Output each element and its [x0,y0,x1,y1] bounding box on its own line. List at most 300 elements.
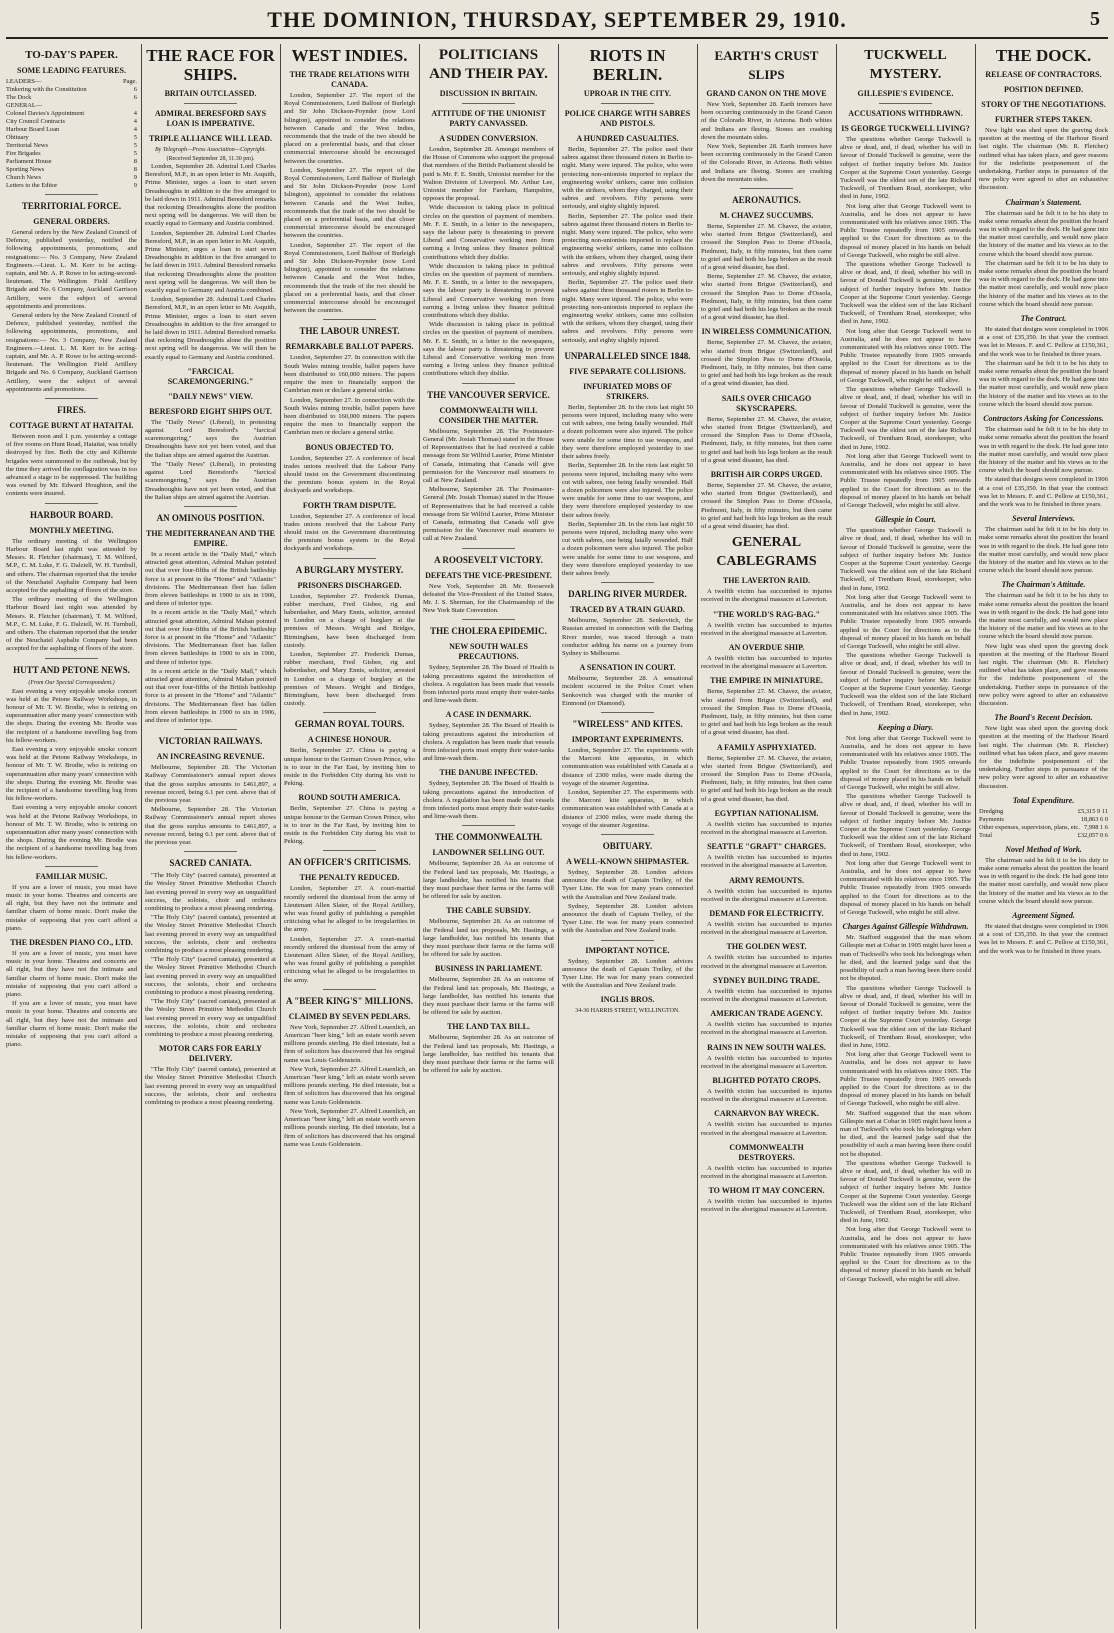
advertisement-heading: MOTOR CARS FOR EARLY DELIVERY. [159,1044,262,1064]
contents-item-page: Page. [122,78,137,85]
article-subheading: "DAILY NEWS" VIEW. [168,391,253,401]
article-body: The chairman said he felt it to be his duty to make some remarks about the position the board was in with regard to the dock. He had gone into the matter most carefully, and would now place the history of the matter and his views as to the course which the board should now pursue. [979,592,1108,641]
article-body: Melbourne, September 28. As an outcome of the Federal land tax proposals, Mr. Hastings, a large landholder, has notified his tenants that they must purchase their farms or the farms will be offered for sale by auction. [423,976,554,1017]
article-subheading: ACCUSATIONS WITHDRAWN. [848,109,963,118]
article-subheading: THE TRADE RELATIONS WITH CANADA. [289,70,410,89]
article-body: A twelfth victim has succumbed to injuries received in the aboriginal massacre at Laverton. [701,1198,832,1214]
article-body: Sydney, September 28. The Board of Health is taking precautions against the introduction of cholera. A regulation has been made that vessels from infected ports must empty their water-tanks and lime-wash them. [423,780,554,821]
article-subheading: BERESFORD EIGHT SHIPS OUT. [149,406,272,416]
contents-row [6,118,137,126]
contents-item-page: 4 [133,118,137,125]
article-subheading: GENERAL ORDERS. [33,217,110,226]
columns [6,44,1108,1629]
contents-item-page: 9 [133,182,137,189]
article-body: London, September 27. Frederick Dumas, rubber merchant, Fred Gisbee, rig and haberdasher, and Mary Ennis, solicitor, arrested in London on a charge of burglary at the premises of Messrs. Wright and Bridges, Birmingham, have been discharged from custody. [284,592,415,649]
article-body: Sydney, September 28. London advices announce the death of Captain Trelley, of the Tyser Line. He was for many years connected with the Australian and New Zealand trade. [562,957,693,990]
contents-item-page: 8 [133,166,137,173]
article-heading: A "BEER KING'S" MILLIONS. [285,995,414,1006]
article-body: A twelfth victim has succumbed to injuries received in the aboriginal massacre at Laverton. [701,887,832,903]
article-body: The chairman said he felt it to be his duty to make some remarks about the position the board was in with regard to the dock. He had gone into the matter most carefully, and would now place the history of the matter and his views as to the course which the board should now pursue. [979,426,1108,475]
article-body: East evening a very enjoyable smoke concert was held at the Petone Railway Workshops, in honour of Mr. T. W. Brodie, who is retiring on superannuation after many years' connection with the shops. During the evening Mr. Brodie was the recipient of a handsome travelling bag from his fellow-workers. [6,745,137,803]
article-body: New York, September 28. Earth tremors have been occurring continuously in the Grand Canon of the Colorado River, in Arizona. Both whites and Indians are fleeing. Stones are crashing down the mountain sides. [701,143,832,183]
article-subheading: AN INCREASING REVENUE. [156,752,265,762]
article-body: A twelfth victim has succumbed to injuries received in the aboriginal massacre at Laverton. [701,1121,832,1137]
contents-item-page: 9 [133,174,137,181]
contents-row [6,86,137,94]
article-heading: BONUS OBJECTED TO. [305,442,394,452]
column-rule [975,44,976,1629]
dateline: (From Our Special Correspondent.) [28,679,115,686]
article-body: A twelfth victim has succumbed to injuries received in the aboriginal massacre at Laverton. [701,954,832,970]
article-body: Wide discussion is taking place in political circles on the question of payment of members. Mr. F. E. Smith, in a letter to the newspapers, says the labour party is threatening to prevent Liberal and Conservative working men from earning a living unless they finance political contributions which they dislike. [423,262,554,320]
section-heading: Gillespie in Court. [875,515,936,525]
article-body: New York, September 27. Alfred Louenlich, an American "beer king," left an estate worth seven millions pounds sterling. He died intestate, but a firm of solicitors has discovered that his original name was Louis Goldenstein. [284,1065,415,1106]
article-heading: SEATTLE "GRAFT" CHARGES. [707,842,826,852]
article-heading: HUTT AND PETONE NEWS. [13,664,130,675]
article-subheading: IS GEORGE TUCKWELL LIVING? [841,124,970,133]
expenditure-item: Payments [979,815,1004,823]
article-heading: BLIGHTED POTATO CROPS. [712,1076,821,1086]
article-body: A twelfth victim has succumbed to injuries received in the aboriginal massacre at Laverton. [701,854,832,870]
article-body: A twelfth victim has succumbed to injuries received in the aboriginal massacre at Laverton. [701,1021,832,1037]
article-heading: COMMONWEALTH DESTROYERS. [729,1142,804,1162]
article-subheading: THE MEDITERRANEAN AND THE EMPIRE. [146,528,275,548]
section-heading: Keeping a Diary. [877,722,934,732]
article-body: London, September 28. Admiral Lord Charles Beresford, M.P., in an open letter to Mr. Asquith, Prime Minister, urges a loan to start seven Dreadnoughts in addition to the five arranged to be laid down in 1911. Admiral Beresford remarks that reckoning Dreadnoughts alone the position next spring will be dangerous. We will then be exactly equal to Germany and Austria combined. [145,296,276,361]
contents-row [6,158,137,166]
advertiser-name: THE DRESDEN PIANO CO., LTD. [10,938,133,948]
article-heading: SACRED CANIATA. [169,858,252,869]
column-rule [280,44,281,1629]
contents-row [6,110,137,118]
article-body: Sydney, September 28. The Board of Health is taking precautions against the introduction of cholera. A regulation has been made that vessels from infected ports must empty their water-tanks and lime-wash them. [423,722,554,763]
article-subheading: POSITION DEFINED. [1003,85,1084,94]
article-heading: "THE WORLD'S RAG-BAG." [712,609,821,619]
contents-item-label: Parliament House [6,158,52,165]
article-heading: TO WHOM IT MAY CONCERN. [708,1186,825,1196]
article-heading: FAMILIAR MUSIC. [35,871,108,881]
contents-row [6,150,137,158]
article-body: Berlin, September 27. China is paying a unique honour to the German Crown Prince, who is to tour in the Far East, by inviting him to reside in the Forbidden City during his visit to Peking. [284,805,415,846]
contents-row [6,182,137,190]
article-body: London, September 27. The report of the Royal Commissioners, Lord Balfour of Burleigh and Sir John Dickson-Poynder (now Lord Islington), appointed to consider the relations between Canada and the West Indies, recommends that the trade of the two should be placed on a preferential basis, and that closer commercial intercourse should be encouraged between the countries. [284,92,415,165]
page-number: 5 [1090,8,1100,30]
article-heading: BRITISH AIR CORPS URGED. [710,469,823,479]
article-subheading: MONTHLY MEETING. [29,525,114,535]
article-body: East evening a very enjoyable smoke concert was held at the Petone Railway Workshops, in honour of Mr. T. W. Brodie, who is retiring on superannuation after many years' connection with the shops. During the evening Mr. Brodie was the recipient of a handsome travelling bag from his fellow-workers. [6,687,137,744]
article-body: Berne, September 27. M. Chavez, the aviator, who started from Brigue (Switzerland), and crossed the Simplon Pass to Dome d'Ossola, Piedmont, Italy, in fifty minutes, but then came to grief and had both his legs broken as the result of a great wind disaster, has died. [701,415,832,464]
article-body: A twelfth victim has succumbed to injuries received in the aboriginal massacre at Laverton. [701,654,832,671]
article-body: Sydney, September 28. London advices announce the death of Captain Trelley, of the Tyser Line. He was for many years connected with the Australian and New Zealand trade. [562,902,693,935]
article-subheading: GRAND CANON ON THE MOVE [706,89,827,98]
contents-row [6,94,137,102]
article-body: London, September 27. A court-martial recently ordered the dismissal from the army of Lieutenant Allen Slater, of the Royal Artillery, who was found guilty of publishing a pamphlet criticising what he alleged to be irregularities in the army. [284,935,415,984]
article-heading: EGYPTIAN NATIONALISM. [714,808,819,818]
article-body: The questions whether George Tuckwell is alive or dead, and, if dead, whether his will in favour of Donald Tuckwell is genuine, were the subject of further inquiry before Mr. Justice Cooper at the Supreme Court yesterday. George Tuckwell was the eldest son of the late Richard Tuckwell, of Trentham Road, storekeeper, who died in June, 1902. [840,386,971,451]
article-heading: THE LAND TAX BILL. [447,1022,530,1032]
column-4 [423,44,554,1629]
dateline: By Telegraph—Press Association—Copyright. [155,147,266,153]
article-body: London, September 28. Amongst members of the House of Commons who support the proposal that members of the British Parliament should be paid is Mr. F. E. Smith, Unionist member for the Walton Division of Liverpool. Mr. Arthur Lee, Unionist member for Fareham, Hampshire, opposes the proposal. [423,146,554,203]
article-body: Not long after that George Tuckwell went to Australia, and he does not appear to have communicated with his relatives since 1905. The Public Trustee repeatedly from 1905 onwards applied to the Court for directions as to the disposal of money placed in his hands on behalf of George Tuckwell, who might be still alive. [840,327,971,384]
contents-row [6,102,137,110]
column-rule [141,44,142,1629]
article-body: New light was shed upon the graving dock question at the meeting of the Harbour Board last night. The chairman (Mr. R. Fletcher) outlined what has taken place, and gave reasons for the indefinite postponement of the undertaking. Further steps in pursuance of the new policy were agreed to after an exhaustive discussion. [979,127,1108,192]
article-heading: AERONAUTICS. [732,195,801,206]
article-body: The questions whether George Tuckwell is alive or dead, and, if dead, whether his will in favour of Donald Tuckwell is genuine, were the subject of further inquiry before Mr. Justice Cooper at the Supreme Court yesterday. George Tuckwell was the eldest son of the late Richard Tuckwell, of Trentham Road, storekeeper, who died in June, 1902. [840,527,971,592]
contents-item-page: 5 [133,142,137,149]
contents-item-page: 5 [133,134,137,141]
article-subheading: COTTAGE BURNT AT HATAITAI. [9,421,134,431]
column-3 [284,44,415,1629]
article-body: Berlin, September 27. The police used their sabres against three thousand rioters in Berlin to-night. Many were injured. The police, who were protecting non-unionists imported to replace the engineering works' strikers, came into collision with the strikers, whom they charged, using their sabres and revolvers. Fifty persons were seriously, and eighty slightly injured. [562,146,693,211]
article-body: Sydney, September 28. London advices announce the death of Captain Trelley, of the Tyser Line. He was for many years connected with the Australian and New Zealand trade. [562,869,693,901]
article-subheading: REMARKABLE BALLOT PAPERS. [285,342,414,352]
article-heading: A SENSATION IN COURT. [579,663,676,673]
divider [462,383,514,384]
contents-item-label: Colonel Davies's Appointment [6,110,85,117]
article-body: Not long after that George Tuckwell went to Australia, and he does not appear to have communicated with his relatives since 1905. The Public Trustee repeatedly from 1905 onwards applied to the Court for directions as to the disposal of money placed in his hands on behalf of George Tuckwell, who might be still alive. [840,202,971,259]
article-body: Not long after that George Tuckwell went to Australia, and he does not appear to have communicated with his relatives since 1905. The Public Trustee repeatedly from 1905 onwards applied to the Court for directions as to the disposal of money placed in his hands on behalf of George Tuckwell, who might be still alive. [840,1226,971,1283]
contents-row [6,166,137,174]
column-rule [419,44,420,1629]
article-body: Not long after that George Tuckwell went to Australia, and he does not appear to have communicated with his relatives since 1905. The Public Trustee repeatedly from 1905 onwards applied to the Court for directions as to the disposal of money placed in his hands on behalf of George Tuckwell, who might be still alive. [840,1051,971,1108]
contents-row [6,134,137,142]
article-body: The questions whether George Tuckwell is alive or dead, and, if dead, whether his will in favour of Donald Tuckwell is genuine, were the subject of further inquiry before Mr. Justice Cooper at the Supreme Court yesterday. George Tuckwell was the eldest son of the late Richard Tuckwell, of Trentham Road, storekeeper, who died in June, 1902. [840,652,971,717]
article-heading: DARLING RIVER MURDER. [568,589,687,600]
column-8 [979,44,1108,1629]
article-body: A twelfth victim has succumbed to injuries received in the aboriginal massacre at Laverton. [701,921,832,937]
article-subheading: A CHINESE HONOUR. [307,735,392,745]
article-body: The questions whether George Tuckwell is alive or dead, and, if dead, whether his will in favour of Donald Tuckwell is genuine, were the subject of further inquiry before Mr. Justice Cooper at the Supreme Court yesterday. George Tuckwell was the eldest son of the late Richard Tuckwell, of Trentham Road, storekeeper, who died in June, 1902. [840,984,971,1049]
expenditure-row [979,832,1108,840]
contents-row [6,126,137,134]
article-heading: THE EMPIRE IN MINIATURE. [710,676,823,686]
divider [462,619,514,620]
article-body: New York, September 28. Mr. Roosevelt defeated the Vice-President of the United States, Mr. J. S. Sherman, for the Chairmanship of the New York State Convention. [423,582,554,615]
article-body: Berlin, September 28. In the riots last night 50 persons were injured, including many who were cut with sabres, one being fatally wounded. Half a dozen policemen were also injured. The police were unable for some time to use weapons, and they were therefore employed yesterday to use their sabres freely. [562,520,693,577]
article-subheading: A SUDDEN CONVERSION. [439,134,538,143]
divider [45,398,97,399]
column-6 [701,44,832,1629]
article-body: New York, September 27. Alfred Louenlich, an American "beer king," left an estate worth seven millions pounds sterling. He died intestate, but a firm of solicitors has discovered that his original name was Louis Goldenstein. [284,1023,415,1064]
article-subheading: PRISONERS DISCHARGED. [297,580,402,590]
article-body: The ordinary meeting of the Wellington Harbour Board last night was attended by Messrs. R. Fletcher (chairman), T. M. Wilford, M.P., C. M. Luke, F. G. Dalziell, W. H. Turnbull, and others. The chairman reported that the tender of the Neuchatel Asphalte Company had been accepted for the asphalting of floors of the store. [6,537,137,594]
article-body: If you are a lover of music, you must have music in your home. Theatres and concerts are all right, but they have not the intimate and familiar charm of home music. Don't make the mistake of supposing that you can't afford a piano. [6,950,137,999]
article-body: A twelfth victim has succumbed to injuries received in the aboriginal massacre at Laverton. [701,1088,832,1104]
article-subheading: ADMIRAL BERESFORD SAYS LOAN IS IMPERATIVE. [154,109,267,128]
contents-item-page: 6 [133,94,137,101]
divider [601,712,653,713]
divider [45,503,97,504]
article-heading: THE CHOLERA EPIDEMIC. [430,626,547,637]
article-body: The ordinary meeting of the Wellington Harbour Board last night was attended by Messrs. R. Fletcher (chairman), T. M. Wilford, M.P., C. M. Luke, F. G. Dalziell, W. H. Turnbull, and others. The chairman reported that the tender of the Neuchatel Asphalte Company had been accepted for the asphalting of floors of the store. [6,596,137,653]
contents-item-label: Letters to the Editor [6,182,58,189]
article-subheading: POLICE CHARGE WITH SABRES AND PISTOLS. [564,109,691,128]
article-body: Not long after that George Tuckwell went to Australia, and he does not appear to have communicated with his relatives since 1905. The Public Trustee repeatedly from 1905 onwards applied to the Court for directions as to the disposal of money placed in his hands on behalf of George Tuckwell, who might be still alive. [840,859,971,917]
contents-item-page: 4 [133,126,137,133]
article-body: A twelfth victim has succumbed to injuries received in the aboriginal massacre at Laverton. [701,1164,832,1181]
expenditure-item: Total [979,831,993,839]
article-heading: THE GOLDEN WEST. [726,942,807,952]
article-heading: TERRITORIAL FORCE. [21,201,122,211]
article-subheading: DISCUSSION IN BRITAIN. [439,89,538,98]
contents-item-label: Church News [6,174,41,181]
article-body: Not long after that George Tuckwell went to Australia, and he does not appear to have communicated with his relatives since 1905. The Public Trustee repeatedly from 1905 onwards applied to the Court for directions as to the disposal of money placed in his hands on behalf of George Tuckwell, who might be still alive. [840,452,971,509]
divider [601,834,653,835]
article-body: London, September 27. A conference of local trades unions resolved that the Labour Party should insist on the Government discontinuing the premium bonus system in the Royal dockyards and workshops. [284,512,415,553]
expenditure-row [979,824,1108,832]
article-heading: AMERICAN TRADE AGENCY. [710,1009,823,1019]
article-subheading: FIVE SEPARATE COLLISIONS. [569,366,686,376]
earths-crust-heading: EARTH'S CRUST SLIPS [714,48,819,82]
section-heading: Novel Method of Work. [1005,844,1082,854]
article-heading: "FARCICAL SCAREMONGERING." [167,366,254,386]
article-subheading: RELEASE OF CONTRACTORS. [985,70,1102,79]
divider [601,103,653,104]
article-heading: THE LABOUR UNREST. [299,326,400,337]
article-subheading: FURTHER STEPS TAKEN. [995,115,1092,124]
article-subheading: LANDOWNER SELLING OUT. [432,848,545,858]
divider [462,548,514,549]
article-heading: AN OMINOUS POSITION. [156,512,265,523]
article-body: The chairman said he felt it to be his duty to make some remarks about the position the board was in with regard to the dock. He had gone into the matter most carefully, and would now place the history of the matter and his views as to the course which the board should now pursue. [979,526,1108,575]
article-body: The chairman said he felt it to be his duty to make some remarks about the position the board was in with regard to the dock. He had gone into the matter most carefully, and would now place the history of the matter and his views as to the course which the board should now pursue. [979,359,1108,408]
article-heading: A BURGLARY MYSTERY. [295,564,404,575]
article-body: London, September 27. The experiments with the Marconi kite apparatus, in which communication was established with Canada at a distance of 2300 miles, were made during the voyage of the steamer Argentina. [562,746,693,787]
article-body: London, September 27. A court-martial recently ordered the dismissal from the army of Lieutenant Allen Slater, of the Royal Artillery, who was found guilty of publishing a pamphlet criticising what he alleged to be irregularities in the army. [284,885,415,934]
article-body: London, September 28. Admiral Lord Charles Beresford, M.P., in an open letter to Mr. Asquith, Prime Minister, urges a loan to start seven Dreadnoughts in addition to the five arranged to be laid down in 1911. Admiral Beresford remarks that reckoning Dreadnoughts alone the position next spring will be dangerous. We will then be exactly equal to Germany and Austria combined. [145,163,276,228]
article-body: Melbourne, September 28. A sensational incident occurred in the Police Court when Senkovitch was charged with the murder of Einmond (or Diamond). [562,675,693,707]
article-body: New light was shed upon the graving dock question at the meeting of the Harbour Board last night. The chairman (Mr. R. Fletcher) outlined what has taken place, and gave reasons for the indefinite postponement of the undertaking. Further steps in pursuance of the new policy were agreed to after an exhaustive discussion. [979,725,1108,790]
article-subheading: THE PENALTY REDUCED. [299,873,400,883]
article-body: Berne, September 27. M. Chavez, the aviator, who started from Brigue (Switzerland), and crossed the Simplon Pass to Dome d'Ossola, Piedmont, Italy, in fifty minutes, but then came to grief and had both his legs broken as the result of a great wind disaster, has died. [701,273,832,322]
divider [601,582,653,583]
contents-item-label: City Council Contracts [6,118,65,125]
expenditure-amount: 7,998 1 6 [1084,823,1108,831]
column-1 [6,44,137,1629]
article-subheading: M. CHAVEZ SUCCUMBS. [719,211,814,221]
article-body: Berne, September 27. M. Chavez, the aviator, who started from Brigue (Switzerland), and crossed the Simplon Pass to Dome d'Ossola, Piedmont, Italy, in fifty minutes, but then came to grief and had both his legs broken as the result of a great wind disaster, has died. [701,754,832,803]
article-heading: THE COMMONWEALTH. [434,832,543,843]
masthead-title: THE DOMINION, THURSDAY, SEPTEMBER 29, 1910. [267,7,847,32]
article-body: He stated that designs were completed in 1906 at a cost of £35,350. In that year the contract was let to Messrs. F. and C. Pellow at £150,361, and the work was to be finished in three years. [979,923,1108,955]
contents-row [6,78,137,86]
article-heading: OBITUARY. [602,841,653,851]
divider [740,188,792,189]
article-heading: UNPARALLELED SINCE 1848. [564,350,691,361]
article-body: London, September 27. In connection with the South Wales mining trouble, ballot papers have been distributed to 160,000 miners. The papers require the men to financially support the Cambrian men or declare a general strike. [284,396,415,437]
article-heading: SAILS OVER CHICAGO SKYSCRAPERS. [721,393,812,413]
divider [323,319,375,320]
contents-item-label: GENERAL— [6,102,43,109]
article-heading: A FAMILY ASPHYXIATED. [716,742,817,752]
article-body: London, September 27. The report of the Royal Commissioners, Lord Balfour of Burleigh and Sir John Dickson-Poynder (now Lord Islington), appointed to consider the relations between Canada and the West Indies, recommends that the trade of the two should be placed on a preferential basis, and that closer commercial intercourse should be encouraged between the countries. [284,166,415,240]
article-body: Berlin, September 27. China is paying a unique honour to the German Crown Prince, who is to tour in the Far East, by inviting him to reside in the Forbidden City during his visit to Peking. [284,747,415,788]
expenditure-row [979,808,1108,816]
article-body: General orders by the New Zealand Council of Defence, published yesterday, notified the following appointments, promotions, and resignations:— No. 3 Company, New Zealand Engineers.—Lieut. L. M. Kerr to be acting-captain, and Mr. A. P. Rowe to be acting-second-lieutenant. The Wellington Field Artillery Brigade and No. 6 Company, Auckland Garrison Artillery, were the subject of several appointments and promotions. [6,229,137,310]
divider [184,729,236,730]
article-body: The "Daily News" (Liberal), in protesting against Lord Beresford's "farcical scaremongering," says the Austrian Dreadnoughts have not yet been voted, and that the Italian ships are aimed against the Austrian. [145,460,276,501]
article-body: If you are a lover of music, you must have music in your home. Theatres and concerts are all right, but they have not the intimate and familiar charm of home music. Don't make the mistake of supposing that you can't afford a piano. [6,1000,137,1049]
article-body: A twelfth victim has succumbed to injuries received in the aboriginal massacre at Laverton. [701,588,832,604]
article-body: Melbourne, September 28. The Victorian Railway Commissioner's annual report shows that the gross surplus amounts to £461,897, a revenue record, being 6.1 per cent. above that of the previous year. [145,806,276,846]
article-body: New York, September 28. Earth tremors have been occurring continuously in the Grand Canon of the Colorado River, in Arizona. Both whites and Indians are fleeing. Stones are crashing down the mountain sides. [701,101,832,141]
article-body: "The Holy City" (sacred cantata), presented at the Wesley Street Primitive Methodist Church last evening proved in every way an unqualified success, the soloists, choir and orchestra combining to produce a most pleasing rendering. [145,956,276,997]
article-body: A twelfth victim has succumbed to injuries received in the aboriginal massacre at Laverton. [701,621,832,637]
article-body: London, September 27. Frederick Dumas, rubber merchant, Fred Gisbee, rig and haberdasher, and Mary Ennis, solicitor, arrested in London on a charge of burglary at the premises of Messrs. Wright and Bridges, Birmingham, have been discharged from custody. [284,650,415,708]
article-body: Not long after that George Tuckwell went to Australia, and he does not appear to have communicated with his relatives since 1905. The Public Trustee repeatedly from 1905 onwards applied to the Court for directions as to the disposal of money placed in his hands on behalf of George Tuckwell, who might be still alive. [840,593,971,650]
article-subheading: IMPORTANT EXPERIMENTS. [571,734,684,744]
article-body: Wide discussion is taking place in political circles on the question of payment of members. Mr. F. E. Smith, in a letter to the newspapers, says the labour party is threatening to prevent Liberal and Conservative working men from earning a living unless they finance political contributions which they dislike. [423,204,554,261]
article-heading: ROUND SOUTH AMERICA. [298,793,401,803]
article-body: "The Holy City" (sacred cantata), presented at the Wesley Street Primitive Methodist Church last evening proved in every way an unqualified success, the soloists, choir and orchestra combining to produce a most pleasing rendering. [145,1066,276,1107]
divider [323,712,375,713]
article-body: Wide discussion is taking place in political circles on the question of payment of members. Mr. F. E. Smith, in a letter to the newspapers, says the labour party is threatening to prevent Liberal and Conservative working men from earning a living unless they finance political contributions which they dislike. [423,321,554,378]
article-subheading: TRIPLE ALLIANCE WILL LEAD. [149,134,272,143]
article-heading: IN WIRELESS COMMUNICATION. [701,327,832,337]
expenditure-item: Other expenses, supervision, plans, etc. [979,823,1080,831]
todays-paper-heading: TO-DAY'S PAPER. [25,49,118,61]
article-subheading: INFURIATED MOBS OF STRIKERS. [583,381,672,401]
article-body: London, September 27. A conference of local trades unions resolved that the Labour Party should insist on the Government discontinuing the premium bonus system in the Royal dockyards and workshops. [284,454,415,495]
expenditure-amount: £5,315 9 11 [1077,807,1108,815]
article-subheading: STORY OF THE NEGOTIATIONS. [981,100,1106,109]
article-body: A twelfth victim has succumbed to injuries received in the aboriginal massacre at Laverton. [701,987,832,1004]
article-body: Mr. Stafford suggested that the man whom Gillespie met at Cobar in 1905 might have been a man of Tuckwell's who took his belongings when he died, and the learned judge said that the possibility of such a man having been there could not be disputed. [840,1109,971,1158]
west-indies-heading: WEST INDIES. [291,46,408,65]
article-heading: GERMAN ROYAL TOURS. [294,719,405,730]
section-heading: Agreement Signed. [1012,911,1075,921]
article-heading: AN OVERDUE SHIP. [728,642,805,652]
article-body: In a recent article in the "Daily Mail," which attracted great attention, Admiral Mahan pointed out that over four-fifths of the British battleship force is at present in the "Home" and "Atlantic" divisions. The Mediterranean fleet has fallen from eleven battleships in 1900 to six in 1906, and three of inferior type. [145,609,276,666]
column-5 [562,44,693,1629]
article-heading: FIRES. [57,405,86,416]
article-body: Berne, September 27. M. Chavez, the aviator, who started from Brigue (Switzerland), and crossed the Simplon Pass to Dome d'Ossola, Piedmont, Italy, in fifty minutes, but then came to grief and had both his legs broken as the result of a great wind disaster, has died. [701,481,832,530]
article-heading: BUSINESS IN PARLIAMENT. [434,964,543,974]
section-heading: The Board's Recent Decision. [994,713,1093,723]
contents-item-label: Fire Brigades [6,150,41,157]
article-heading: HARBOUR BOARD. [29,509,113,520]
article-heading: FORTH TRAM DISPUTE. [302,500,397,510]
article-body: Melbourne, September 28. As an outcome of the Federal land tax proposals, Mr. Hastings, a large landholder, has notified his tenants that they must purchase their farms or the farms will be offered for sale by auction. [423,1034,554,1075]
article-body: The questions whether George Tuckwell is alive or dead, and, if dead, whether his will in favour of Donald Tuckwell is genuine, were the subject of further inquiry before Mr. Justice Cooper at the Supreme Court yesterday. George Tuckwell was the eldest son of the late Richard Tuckwell, of Trentham Road, storekeeper, who died in June, 1902. [840,261,971,326]
article-body: In a recent article in the "Daily Mail," which attracted great attention, Admiral Mahan pointed out that over four-fifths of the British battleship force is at present in the "Home" and "Atlantic" divisions. The Mediterranean fleet has fallen from eleven battleships in 1900 to six in 1906, and three of inferior type. [145,550,276,608]
contents-item-label: Territorial News [6,142,48,149]
article-body: London, September 27. In connection with the South Wales mining trouble, ballot papers have been distributed to 160,000 miners. The papers require the men to financially support the Cambrian men or declare a general strike. [284,354,415,395]
contents-item-label: Tinkering with the Constitution [6,86,87,93]
article-body: Melbourne, September 28. Senkovitch, the Russian arrested in connection with the Darling River murder, was traced through a train conductor adding his name on a journey from Sydney to Melbourne. [562,617,693,657]
article-body: Between noon and 1 p.m. yesterday a cottage of five rooms on Hunt Road, Hataitai, was totally destroyed by fire. Both the city and Kilbirnie brigades were summoned to the outbreak, but by the time they arrived the conflagration was in too advanced a stage to be suppressed. The building was owned by Mr. Edward Houghton, and the contents were insured. [6,433,137,498]
article-body: If you are a lover of music, you must have music in your home. Theatres and concerts are all right, but they have not the intimate and familiar charm of home music. Don't make the mistake of supposing that you can't afford a piano. [6,883,137,932]
masthead-rule [6,37,1108,39]
article-body: The questions whether George Tuckwell is alive or dead, and, if dead, whether his will in favour of Donald Tuckwell is genuine, were the subject of further inquiry before Mr. Justice Cooper at the Supreme Court yesterday. George Tuckwell was the eldest son of the late Richard Tuckwell, of Trentham Road, storekeeper, who died in June, 1902. [840,136,971,201]
contents-item-page: 5 [133,150,137,157]
general-cablegrams-heading: GENERAL CABLEGRAMS [716,535,817,570]
article-body: London, September 27. The report of the Royal Commissioners, Lord Balfour of Burleigh and Sir John Dickson-Poynder (now Lord Islington), appointed to consider the relations between Canada and the West Indies, recommends that the trade of the two should be placed on a preferential basis, and that closer commercial intercourse should be encouraged between the countries. [284,241,415,315]
divider [45,194,97,195]
the-dock-heading: THE DOCK. [995,46,1092,65]
article-body: Melbourne, September 28. As an outcome of the Federal land tax proposals, Mr. Hastings, a large landholder, has notified his tenants that they must purchase their farms or the farms will be offered for sale by auction. [423,860,554,901]
article-body: Melbourne, September 28. The Postmaster-General (Mr. Josiah Thomas) stated in the House of Representatives that he had received a cable message from Sir Wilfrid Laurier, Prime Minister of Canada, intimating that Canada will give permission for the Vancouver mail steamers to call at New Zealand. [423,427,554,484]
expenditure-amount: £32,057 0 6 [1077,831,1108,839]
contents-item-label: LEADERS— [6,78,42,85]
received-time: (Received September 28, 11.30 pm). [166,156,255,162]
column-rule [836,44,837,1629]
section-heading: Charges Against Gillespie Withdrawn. [842,922,969,932]
article-body: Berlin, September 27. The police used their sabres against three thousand rioters in Berlin to-night. Many were injured. The police, who were protecting non-unionists imported to replace the engineering works' strikers, came into collision with the strikers, whom they charged, using their sabres and revolvers. Fifty persons were seriously, and eighty slightly injured. [562,279,693,344]
article-body: New York, September 27. Alfred Louenlich, an American "beer king," left an estate worth seven millions pounds sterling. He died intestate, but a firm of solicitors has discovered that his original name was Louis Goldenstein. [284,1107,415,1148]
article-body: He stated that designs were completed in 1906 at a cost of £35,350. In that year the contract was let to Messrs. F. and C. Pellow at £150,361, and the work was to be finished in three years. [979,326,1108,358]
article-heading: THE VANCOUVER SERVICE. [427,389,550,400]
article-body: "The Holy City" (sacred cantata), presented at the Wesley Street Primitive Methodist Church last evening proved in every way an unqualified success, the soloists, choir and orchestra combining to produce a most pleasing rendering. [145,872,276,913]
article-body: The questions whether George Tuckwell is alive or dead, and, if dead, whether his will in favour of Donald Tuckwell is genuine, were the subject of further inquiry before Mr. Justice Cooper at the Supreme Court yesterday. George Tuckwell was the eldest son of the late Richard Tuckwell, of Trentham Road, storekeeper, who died in June, 1902. [840,793,971,858]
article-body: The chairman said he felt it to be his duty to make some remarks about the position the board was in with regard to the dock. He had gone into the matter most carefully, and would now place the history of the matter and his views as to the course which the board should now pursue. [979,259,1108,308]
article-heading: VICTORIAN RAILWAYS. [158,736,263,747]
contents-item-label: Sporting News [6,166,45,173]
contents-row [6,174,137,182]
article-body: General orders by the New Zealand Council of Defence, published yesterday, notified the following appointments, promotions, and resignations:— No. 3 Company, New Zealand Engineers.—Lieut. L. M. Kerr to be acting-captain, and Mr. A. P. Rowe to be acting-second-lieutenant. The Wellington Field Artillery Brigade and No. 6 Company, Auckland Garrison Artillery, were the subject of several appointments and promotions. [6,312,137,393]
article-body: Berlin, September 28. In the riots last night 50 persons were injured, including many who were cut with sabres, one being fatally wounded. Half a dozen policemen were also injured. The police were unable for some time to use weapons, and they were therefore employed yesterday to use their sabres freely. [562,462,693,519]
divider [879,103,931,104]
article-heading: THE CABLE SUBSIDY. [446,906,531,916]
article-subheading: TRACED BY A TRAIN GUARD. [570,605,685,615]
divider [462,103,514,104]
divider [462,825,514,826]
article-body: East evening a very enjoyable smoke concert was held at the Petone Railway Workshops, in honour of Mr. T. W. Brodie, who is retiring on superannuation after many years' connection with the shops. During the evening Mr. Brodie was the recipient of a handsome travelling bag from his fellow-workers. [6,804,137,861]
article-heading: SYDNEY BUILDING TRADE. [713,975,820,985]
contents-item-label: Obituary [6,134,29,141]
article-subheading: A WELL-KNOWN SHIPMASTER. [566,857,689,866]
contents-item-page: 6 [133,86,137,93]
article-body: "The Holy City" (sacred cantata), presented at the Wesley Street Primitive Methodist Church last evening proved in every way an unqualified success, the soloists, choir and orchestra combining to produce a most pleasing rendering. [145,914,276,955]
article-body: In a recent article in the "Daily Mail," which attracted great attention, Admiral Mahan pointed out that over four-fifths of the British battleship force is at present in the "Home" and "Atlantic" divisions. The Mediterranean fleet has fallen from eleven battleships in 1900 to six in 1906, and three of inferior type. [145,667,276,724]
article-body: He stated that designs were completed in 1906 at a cost of £35,350. In that year the contract was let to Messrs. F. and C. Pellow at £150,361, and the work was to be finished in three years. [979,476,1108,508]
advertiser-address: 34-36 HARRIS STREET, WELLINGTON. [575,1008,680,1015]
tuckwell-mystery-heading: TUCKWELL MYSTERY. [864,48,947,82]
divider [184,851,236,852]
expenditure-row [979,816,1108,824]
article-subheading: UPROAR IN THE CITY. [583,89,672,98]
article-heading: AN OFFICER'S CRITICISMS. [288,857,411,868]
article-subheading: DEFEATS THE VICE-PRESIDENT. [425,570,552,580]
article-heading: CARNARVON BAY WRECK. [714,1109,819,1119]
expenditure-amount: 18,863 6 0 [1080,815,1108,823]
article-body: London, September 27. The experiments with the Marconi kite apparatus, in which communication was established with Canada at a distance of 2300 miles, were made during the voyage of the steamer Argentina. [562,788,693,829]
article-subheading: COMMONWEALTH WILL CONSIDER THE MATTER. [438,405,539,425]
article-body: A twelfth victim has succumbed to injuries received in the aboriginal massacre at Laverton. [701,1054,832,1070]
article-body: Berlin, September 27. The police used their sabres against three thousand rioters in Berlin to-night. Many were injured. The police, who were protecting non-unionists imported to replace the engineering works' strikers, came into collision with the strikers, whom they charged, using their sabres and revolvers. Fifty persons were seriously, and eighty slightly injured. [562,212,693,278]
section-heading: Total Expenditure. [1012,795,1075,805]
article-heading: DEMAND FOR ELECTRICITY. [709,909,824,918]
article-heading: ARMY REMOUNTS. [729,875,804,885]
article-subheading: A HUNDRED CASUALTIES. [576,134,679,143]
expenditure-item: Dredging [979,807,1004,815]
contents-item-page: 4 [133,110,137,117]
article-body: Not long after that George Tuckwell went to Australia, and he does not appear to have communicated with his relatives since 1905. The Public Trustee repeatedly from 1905 onwards applied to the Court for directions as to the disposal of money placed in his hands on behalf of George Tuckwell, who might be still alive. [840,734,971,792]
article-body: The questions whether George Tuckwell is alive or dead, and, if dead, whether his will in favour of Donald Tuckwell is genuine, were the subject of further inquiry before Mr. Justice Cooper at the Supreme Court yesterday. George Tuckwell was the eldest son of the late Richard Tuckwell, of Trentham Road, storekeeper, who died in June, 1902. [840,1159,971,1225]
contents-row [6,142,137,150]
article-body: "The Holy City" (sacred cantata), presented at the Wesley Street Primitive Methodist Church last evening proved in every way an unqualified success, the soloists, choir and orchestra combining to produce a most pleasing rendering. [145,998,276,1039]
riots-in-berlin-heading: RIOTS IN BERLIN. [589,46,666,84]
article-body: Berne, September 27. M. Chavez, the aviator, who started from Brigue (Switzerland), and crossed the Simplon Pass to Dome d'Ossola, Piedmont, Italy, in fifty minutes, but then came to grief and had both his legs broken as the result of a great wind disaster, has died. [701,223,832,272]
section-heading: The Chairman's Attitude. [1001,580,1086,590]
article-heading: RAINS IN NEW SOUTH WALES. [707,1042,826,1052]
article-body: Berne, September 27. M. Chavez, the aviator, who started from Brigue (Switzerland), and crossed the Simplon Pass to Dome d'Ossola, Piedmont, Italy, in fifty minutes, but then came to grief and had both his legs broken as the result of a great wind disaster, has died. [701,339,832,388]
article-subheading: NEW SOUTH WALES PRECAUTIONS. [449,642,528,662]
article-subheading: CLAIMED BY SEVEN PEDLARS. [288,1011,411,1021]
article-subheading: ATTITUDE OF THE UNIONIST PARTY CANVASSED. [431,109,546,128]
